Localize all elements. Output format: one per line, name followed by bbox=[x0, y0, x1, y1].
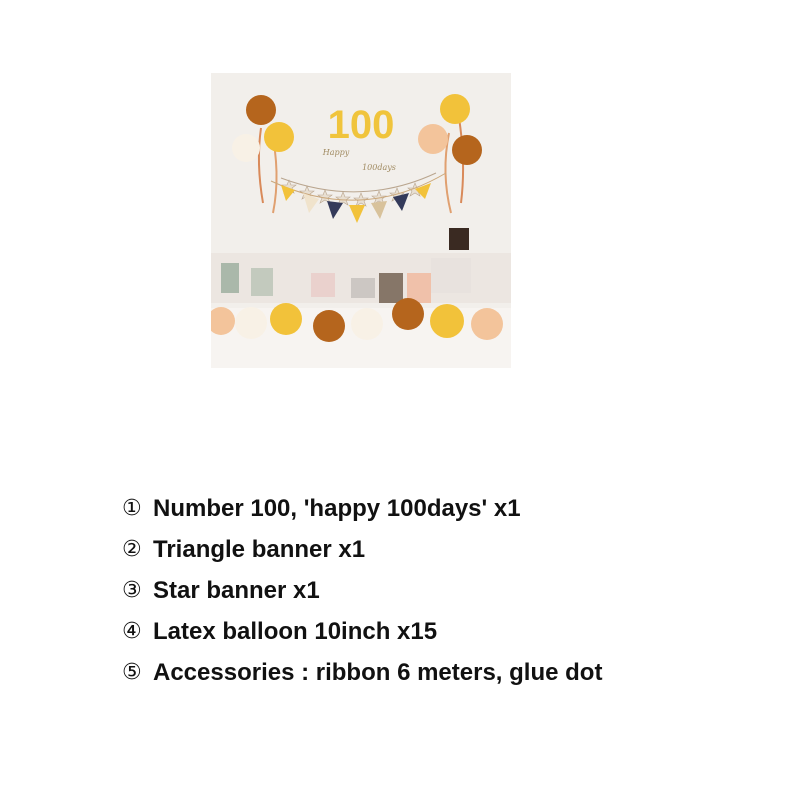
item-marker: ⑤ bbox=[122, 660, 142, 685]
list-item bbox=[122, 529, 602, 570]
list-item bbox=[122, 652, 602, 693]
item-marker: ④ bbox=[122, 619, 142, 644]
sign-script: Happy bbox=[322, 148, 350, 157]
item-text: Triangle banner x1 bbox=[153, 536, 366, 563]
contents-list bbox=[122, 488, 602, 693]
list-item bbox=[122, 488, 602, 529]
list-item bbox=[122, 611, 602, 652]
item-text: Star banner x1 bbox=[153, 577, 320, 604]
party-decoration-illustration bbox=[211, 73, 511, 368]
sign-script-2: 100days bbox=[362, 163, 396, 172]
product-photo bbox=[211, 73, 511, 368]
sign-number: 100 bbox=[327, 103, 395, 147]
item-marker: ② bbox=[122, 537, 142, 562]
list-item bbox=[122, 570, 602, 611]
item-text: Number 100, 'happy 100days' x1 bbox=[153, 495, 521, 522]
item-text: Accessories : ribbon 6 meters, glue dot bbox=[153, 659, 603, 686]
item-text: Latex balloon 10inch x15 bbox=[153, 618, 438, 645]
item-marker: ③ bbox=[122, 578, 142, 603]
item-marker: ① bbox=[122, 496, 142, 521]
